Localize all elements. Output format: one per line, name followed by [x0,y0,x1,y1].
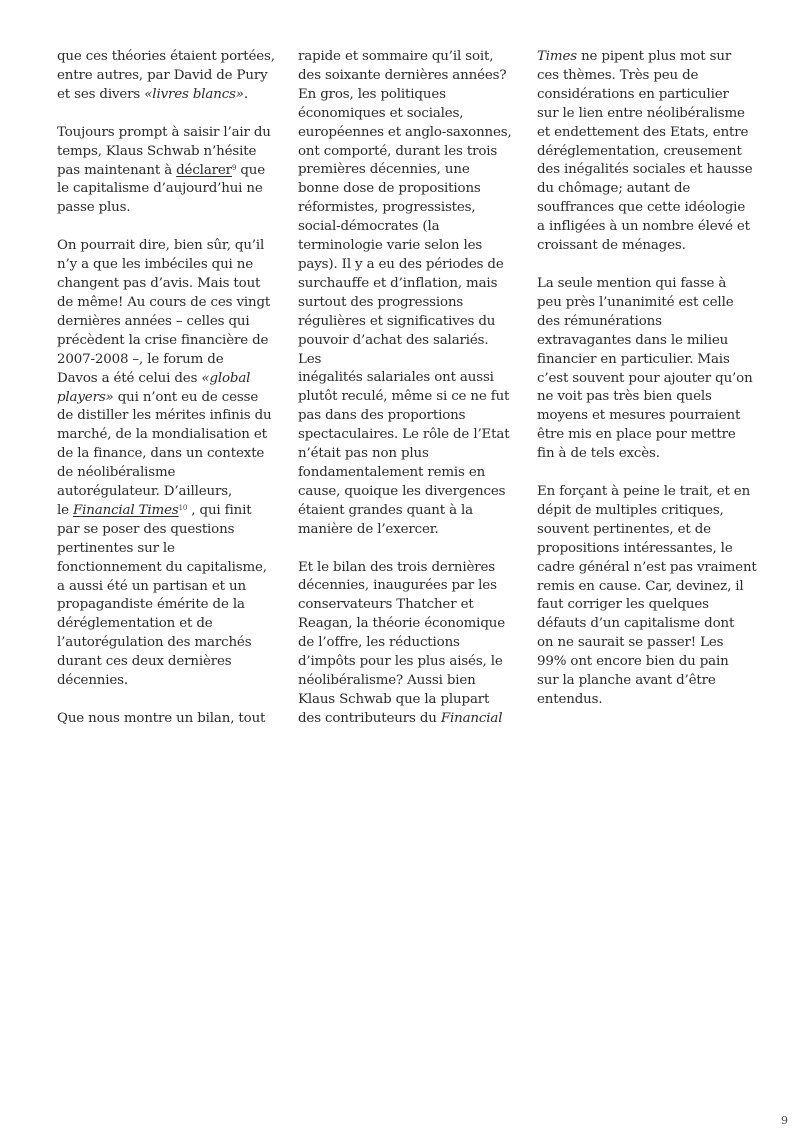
paragraph-2: Toujours prompt à saisir l’air du temps, Klaus Schwab n’hésite pas maintenant à déclarer$^9$ que le capitalisme d’aujourd’hui ne passe plus. [57,124,271,216]
global-players-italic: «global players» [57,370,251,405]
paragraph-7: Times ne pipent plus mot sur ces thèmes. Très peu de considérations en particulier sur le lien entre néolibéralisme et endettement des Etats, entre déréglementation, creusement des inégalités sociales et hausse du chômage; autant de souffrances que cette idéologie a infligées à un nombre élevé et croissant de ménages. [537,49,753,254]
page-number: 9 [781,1114,788,1127]
paragraph-8: La seule mention qui fasse à peu près l’unanimité est celle des rémunérations extravagantes dans le milieu financier en particulier. Mais c’est souvent pour ajouter qu’on ne voit pas très bien quels moyens et mesures pourraient être mis en place pour mettre fin à de tels excès. [537,275,753,462]
column-3 [537,48,762,710]
paragraph-3: On pourrait dire, bien sûr, qu’il n’y a que les imbéciles qui ne changent pas d’avis. Mais tout de même! Au cours de ces vingt dernières années – celles qui précèdent la crise financière de 2007-2008 –, le forum de Davos a été celui des «global players» qui n’ont eu de cesse de distiller les mérites infinis du marché, de la mondialisation et de la finance, dans un contexte de néolibéralisme autorégulateur. D’ailleurs, le Financial Times$^{10}$ , qui finit par se poser des questions pertinentes sur le fonctionnement du capitalisme, a aussi été un partisan et un propagandiste émérite de la déréglementation et de l’autorégulation des marchés durant ces deux dernières décennies. [57,238,272,689]
livres-blancs-italic: «livres blancs» [144,86,244,102]
paragraph-9: En forçant à peine le trait, et en dépit de multiples critiques, souvent pertinentes, et de propositions intéressantes, le cadre général n’est pas vraiment remis en cause. Car, devinez, il faut corriger les quelques défauts d’un capitalisme dont on ne saurait se passer! Les 99% ont encore bien du pain sur la planche avant d’être entendus. [537,484,757,707]
column-1 [57,48,279,729]
times-italic: Times [537,49,577,64]
footnote-ref-10[interactable]: 10 [178,503,188,512]
column-2 [298,48,515,729]
paragraph-4: Que nous montre un bilan, tout [57,711,266,726]
paragraph-6: Et le bilan des trois dernières décennies, inaugurées par les conservateurs Thatcher et Reagan, la théorie économique de l’offre, les réductions d’impôts pour les plus aisés, le néolibéralisme? Aussi bien Klaus Schwab que la plupart des contributeurs du Financial [298,559,505,726]
paragraph-1: que ces théories étaient portées, entre autres, par David de Pury et ses divers «livres blancs». [57,49,275,102]
footnote-ref-9[interactable]: 9 [231,163,237,172]
declarer-link[interactable]: déclarer [176,162,232,178]
financial-italic: Financial [440,710,503,726]
financial-times-link[interactable]: Financial Times [73,502,179,518]
paragraph-5: rapide et sommaire qu’il soit, des soixante dernières années? En gros, les politiques économiques et sociales, européennes et anglo-saxonnes, ont comporté, durant les trois premières décennies, une bonne dose de propositions réformistes, progressistes, social-démocrates (la terminologie varie selon les pays). Il y a eu des périodes de surchauffe et d’inflation, mais surtout des progressions régulières et significatives du pouvoir d’achat des salariés. Les inégalités salariales ont aussi plutôt reculé, même si ce ne fut pas dans des proportions spectaculaires. Le rôle de l’Etat n’était pas non plus fondamentalement remis en cause, quoique les divergences étaient grandes quant à la manière de l’exercer. [298,49,512,537]
